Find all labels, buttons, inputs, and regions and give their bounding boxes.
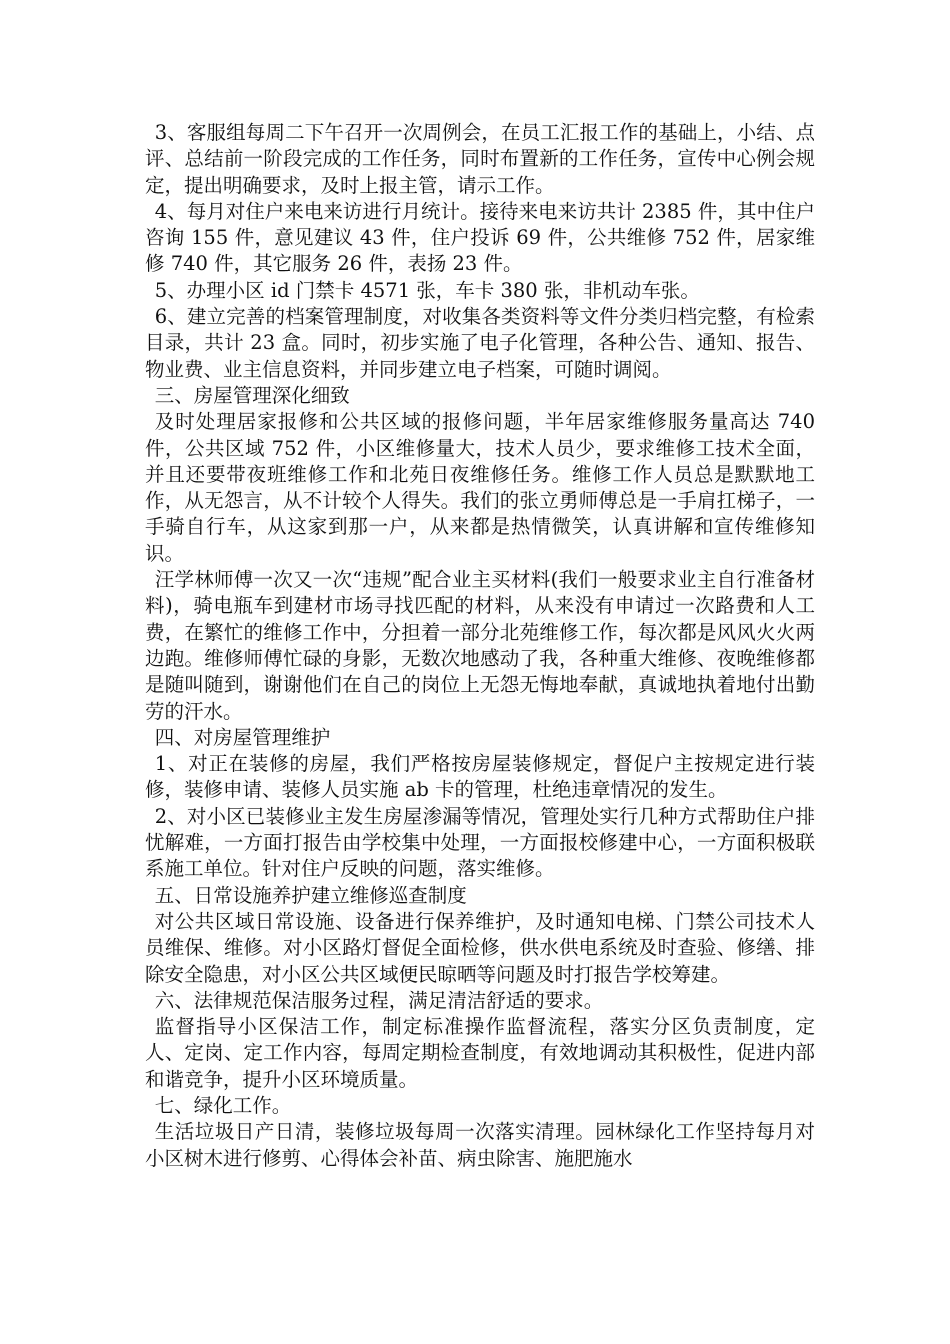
- paragraph-weekly-meeting: 3、客服组每周二下午召开一次周例会，在员工汇报工作的基础上，小结、点评、总结前一阶段完成的工作任务，同时布置新的工作任务，宣传中心例会规定，提出明确要求，及时上报主管，请示工作。: [145, 121, 815, 197]
- section-heading-facility-inspection: 五、日常设施养护建立维修巡查制度: [154, 883, 467, 907]
- paragraph-facility-maintenance: 对公共区域日常设施、设备进行保养维护，及时通知电梯、门禁公司技术人员维保、维修。对小区路灯督促全面检修，供水供电系统及时查验、修缮、排除安全隐患，对小区公共区域便民晾晒等问题及时打报告学校筹建。: [145, 909, 815, 986]
- paragraph-leakage-handling: 2、对小区已装修业主发生房屋渗漏等情况，管理处实行几种方式帮助住户排忧解难，一方面打报告由学校集中处理，一方面报校修建中心，一方面积极联系施工单位。针对住户反映的问题，落实维修。: [145, 804, 815, 881]
- document-body: [145, 120, 815, 1172]
- paragraph-renovation-rules: 1、对正在装修的房屋，我们严格按房屋装修规定，督促户主按规定进行装修，装修申请、装修人员实施 ab 卡的管理，杜绝违章情况的发生。: [145, 752, 815, 802]
- paragraph-archive-management: 6、建立完善的档案管理制度，对收集各类资料等文件分类归档完整，有检索目录，共计 23 盒。同时，初步实施了电子化管理，各种公告、通知、报告、物业费、业主信息资料，并同步建立电子档案，可随时调阅。: [145, 305, 815, 381]
- section-heading-housing-management: 三、房屋管理深化细致: [154, 383, 350, 407]
- section-heading-greening: 七、绿化工作。: [154, 1093, 292, 1117]
- paragraph-repair-handling: 及时处理居家报修和公共区域的报修问题，半年居家维修服务量高达 740 件，公共区域 752 件，小区维修量大，技术人员少，要求维修工技术全面，并且还要带夜班维修工作和北苑日夜维修任务。维修工作人员总是默默地工作，从无怨言，从不计较个人得失。我们的张立勇师傅总是一手肩扛梯子，一手骑自行车，从这家到那一户，从来都是热情微笑，认真讲解和宣传维修知识。: [145, 410, 815, 565]
- paragraph-cleaning-supervision: 监督指导小区保洁工作，制定标准操作监督流程，落实分区负责制度，定人、定岗、定工作内容，每周定期检查制度，有效地调动其积极性，促进内部和谐竞争，提升小区环境质量。: [145, 1015, 815, 1091]
- paragraph-access-cards: 5、办理小区 id 门禁卡 4571 张，车卡 380 张，非机动车张。: [154, 278, 700, 302]
- section-heading-housing-maintenance: 四、对房屋管理维护: [154, 725, 331, 749]
- paragraph-garbage-greening: 生活垃圾日产日清，装修垃圾每周一次落实清理。园林绿化工作坚持每月对小区树木进行修剪、心得体会补苗、病虫除害、施肥施水: [145, 1120, 815, 1170]
- paragraph-monthly-statistics: 4、每月对住户来电来访进行月统计。接待来电来访共计 2385 件，其中住户咨询 155 件，意见建议 43 件，住户投诉 69 件，公共维修 752 件，居家维修 740 件，其它服务 26 件，表扬 23 件。: [145, 199, 815, 276]
- paragraph-repair-staff: 汪学林师傅一次又一次“违规”配合业主买材料(我们一般要求业主自行准备材料)，骑电瓶车到建材市场寻找匹配的材料，从来没有申请过一次路费和人工费，在繁忙的维修工作中，分担着一部分北苑维修工作，每次都是风风火火两边跑。维修师傅忙碌的身影，无数次地感动了我，各种重大维修、夜晚维修都是随叫随到，谢谢他们在自己的岗位上无怨无悔地奉献，真诚地执着地付出勤劳的汗水。: [145, 568, 815, 723]
- section-heading-cleaning-service: 六、法律规范保洁服务过程，满足清洁舒适的要求。: [154, 988, 604, 1012]
